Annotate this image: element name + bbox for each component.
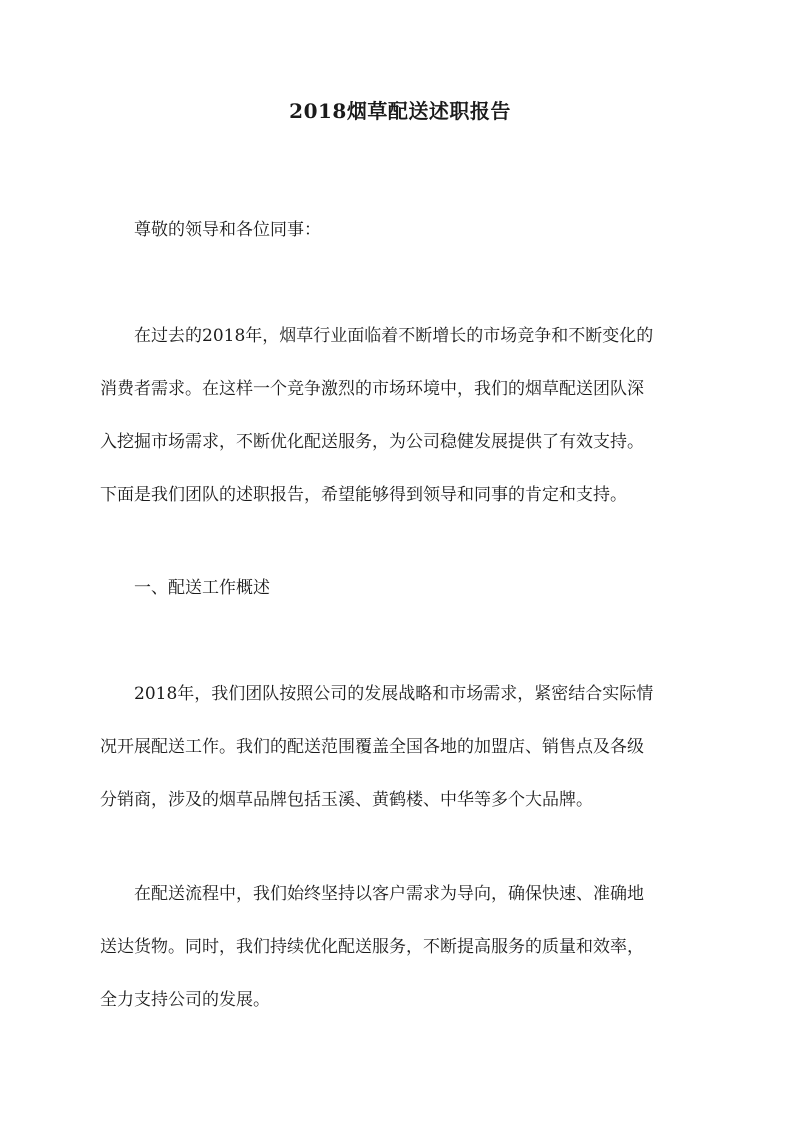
- text-line: 2018年，我们团队按照公司的发展战略和市场需求，紧密结合实际情: [134, 684, 654, 704]
- section1-paragraph-2: [100, 868, 700, 1027]
- text-line: 下面是我们团队的述职报告，希望能够得到领导和同事的肯定和支持。: [100, 485, 627, 505]
- text-line: 况开展配送工作。我们的配送范围覆盖全国各地的加盟店、销售点及各级: [100, 737, 644, 757]
- text-line: 在过去的2018年，烟草行业面临着不断增长的市场竞争和不断变化的: [134, 326, 654, 346]
- text-line: 入挖掘市场需求，不断优化配送服务，为公司稳健发展提供了有效支持。: [100, 432, 644, 452]
- salutation-text: 尊敬的领导和各位同事：: [134, 220, 321, 240]
- text-line: 全力支持公司的发展。: [100, 990, 270, 1010]
- text-line: 消费者需求。在这样一个竞争激烈的市场环境中，我们的烟草配送团队深: [100, 379, 644, 399]
- text-line: 在配送流程中，我们始终坚持以客户需求为导向，确保快速、准确地: [134, 884, 644, 904]
- section1-paragraph-1: [100, 668, 700, 827]
- salutation: [100, 204, 700, 257]
- section-heading: [100, 562, 700, 615]
- text-line: 分销商，涉及的烟草品牌包括玉溪、黄鹤楼、中华等多个大品牌。: [100, 790, 593, 810]
- section-heading-text: 一、配送工作概述: [134, 578, 270, 598]
- document-title: 2018烟草配送述职报告: [289, 99, 511, 123]
- text-line: 送达货物。同时，我们持续优化配送服务，不断提高服务的质量和效率，: [100, 937, 644, 957]
- intro-paragraph: [100, 310, 700, 522]
